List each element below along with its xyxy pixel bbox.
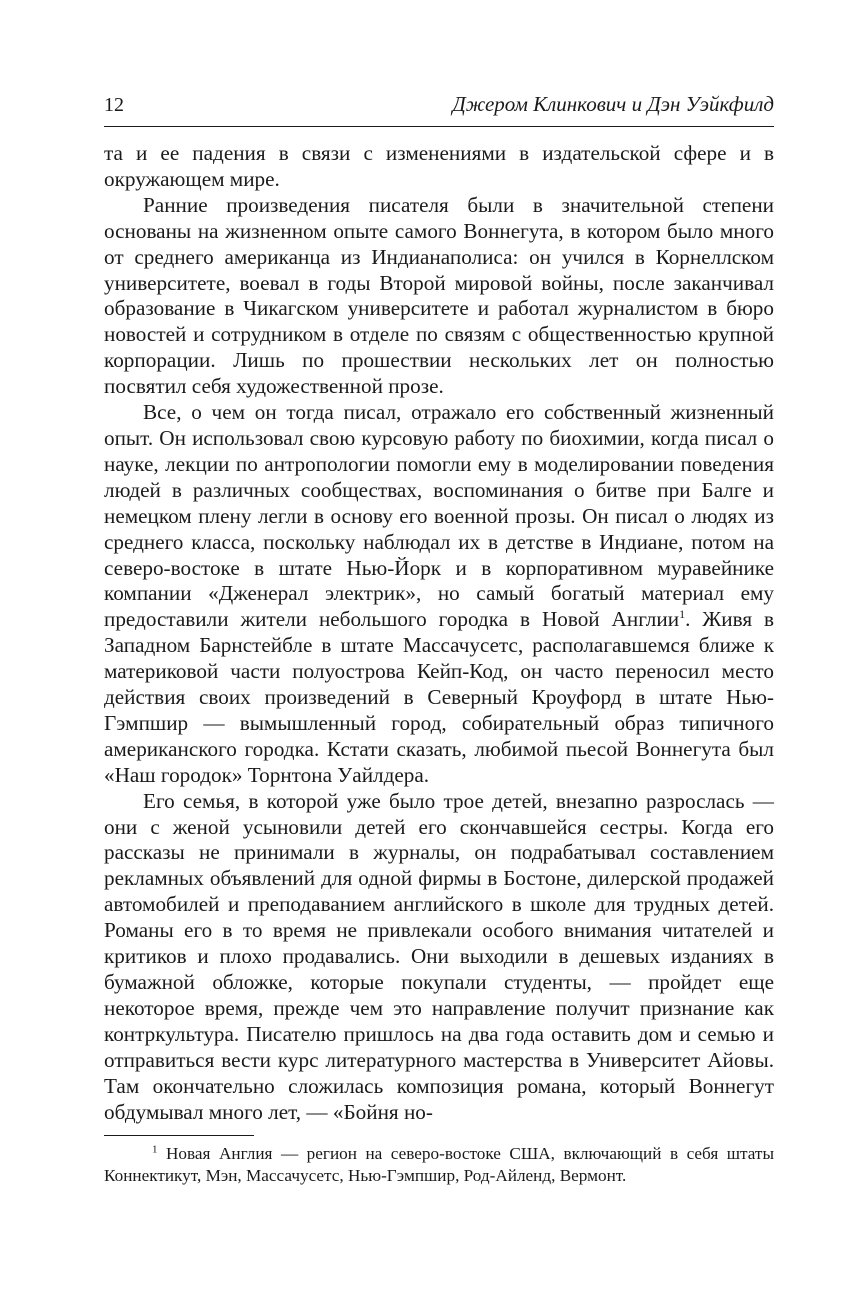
page-number: 12 [104,94,124,116]
footnote-text: Новая Англия — регион на северо-востоке США, включающий в себя штаты Коннектикут, Мэн, Массачусетс, Нью-Гэмпшир, Род-Айленд, Вермонт. [104,1144,774,1186]
running-head: Джером Клинкович и Дэн Уэйкфилд [452,92,774,116]
footnote-marker: 1 [152,1143,158,1156]
book-page [104,92,774,1187]
page-header [104,92,774,127]
footnotes [104,1135,774,1187]
paragraph-3-text-b: . Живя в Западном Барнстейбле в штате Массачусетс, располагавшемся ближе к материковой части полуострова Кейп-Код, он часто переносил место действия своих произведений в Северный Кроуфорд в штате Нью-Гэмпшир — вымышленный город, собирательный образ типичного американского городка. Кстати сказать, любимой пьесой Воннегута был «Наш городок» Торнтона Уайлдера. [104,607,775,787]
footnote-rule [104,1135,254,1136]
body-text [104,141,774,1125]
footnote-reference[interactable]: 1 [679,607,686,622]
paragraph-4: Его семья, в которой уже было трое детей, внезапно разрослась — они с женой усыновили детей его скончавшейся сестры. Когда его рассказы не принимали в журналы, он подрабатывал составлением рекламных объявлений для одной фирмы в Бостоне, дилерской продажей автомобилей и преподаванием английского в школе для трудных детей. Романы его в то время не привлекали особого внимания читателей и критиков и плохо продавались. Они выходили в дешевых изданиях в бумажной обложке, которые покупали студенты, — пройдет еще некоторое время, прежде чем это направление получит признание как контркультура. Писателю пришлось на два года оставить дом и семью и отправиться вести курс литературного мастерства в Университет Айовы. Там окончательно сложилась композиция романа, который Воннегут обдумывал много лет, — «Бойня но- [104,788,774,1124]
footnote [104,1143,774,1187]
paragraph-2: Ранние произведения писателя были в значительной степени основаны на жизненном опыте самого Воннегута, в котором было много от среднего американца из Индианаполиса: он учился в Корнеллском университете, воевал в годы Второй мировой войны, после заканчивал образование в Чикагском университете и работал журналистом в бюро новостей и сотрудником в отделе по связям с общественностью крупной корпорации. Лишь по прошествии нескольких лет он полностью посвятил себя художественной прозе. [104,192,774,399]
paragraph-1: та и ее падения в связи с изменениями в издательской сфере и в окружающем мире. [104,141,774,191]
paragraph-3-text-a: Все, о чем он тогда писал, отражало его собственный жизненный опыт. Он использовал свою курсовую работу по биохимии, когда писал о науке, лекции по антропологии помогли ему в моделировании поведения людей в различных сообществах, воспоминания о битве при Балге и немецком плену легли в основу его военной прозы. Он писал о людях из среднего класса, поскольку наблюдал их в детстве в Индиане, потом на северо-востоке в штате Нью-Йорк и в корпоративном муравейнике компании «Дженерал электрик», но самый богатый материал ему предоставили жители небольшого городка в Новой Англии [104,400,774,632]
paragraph-3 [104,400,774,789]
